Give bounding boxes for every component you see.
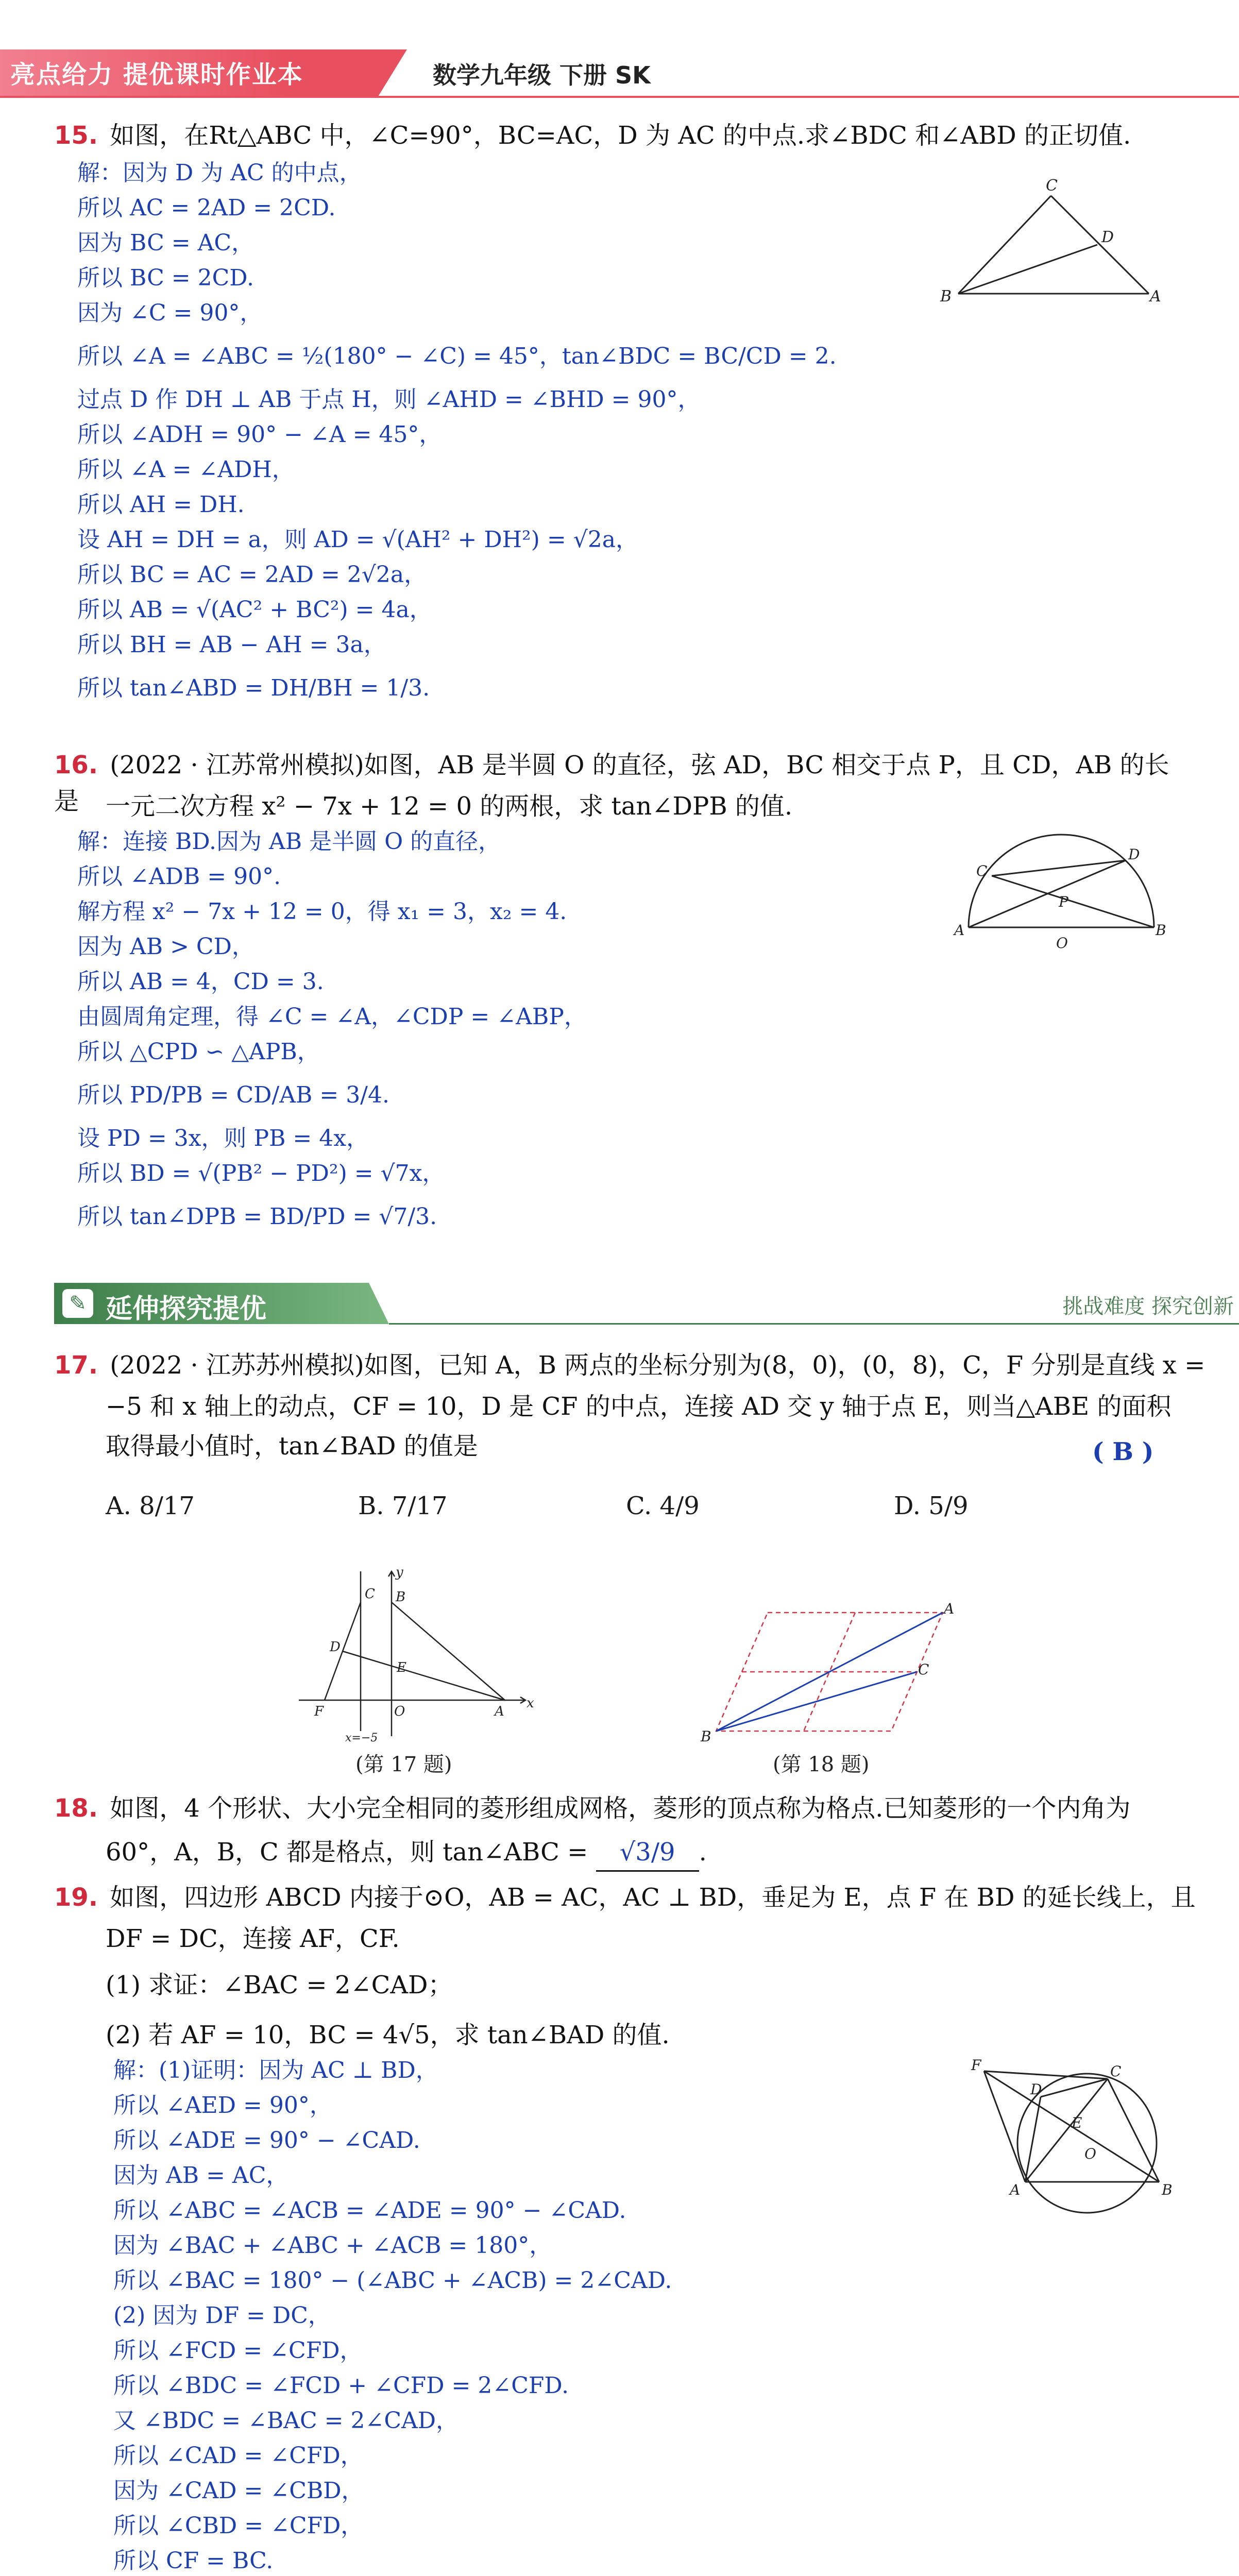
solution-line: 所以 tan∠DPB = BD/PD = √7/3. xyxy=(77,1204,437,1230)
solution-line: 因为 AB = AC， xyxy=(113,2162,289,2189)
section-title: 延伸探究提优 xyxy=(106,1294,267,1325)
solution-line: 所以 ∠FCD = ∠CFD， xyxy=(113,2337,363,2364)
solution-line: 所以 AB = 4，CD = 3. xyxy=(77,969,324,995)
figure-caption: (第 17 题) xyxy=(355,1753,452,1776)
problem-17-cont xyxy=(106,1388,1213,1425)
problem-statement: (2022 · 江苏常州模拟)如图，AB 是半圆 O 的直径，弦 AD，BC 相交于点 P，且 CD，AB 的长是 xyxy=(54,751,1169,816)
solution-line: 因为 AB > CD， xyxy=(77,934,254,960)
problem-statement: DF = DC，连接 AF，CF. xyxy=(106,1924,400,1953)
fig-label-B: B xyxy=(1156,922,1166,939)
problem-15 xyxy=(54,117,1187,154)
fig-label-B: B xyxy=(940,287,952,306)
fig-label-A: A xyxy=(954,922,965,939)
solution-16 xyxy=(77,824,587,1243)
section-divider xyxy=(389,1323,1239,1325)
problem-statement: 取得最小值时，tan∠BAD 的值是 xyxy=(106,1432,478,1461)
problem-number: 17. xyxy=(54,1351,98,1380)
problem-statement: 一元二次方程 x² − 7x + 12 = 0 的两根，求 tan∠DPB 的值. xyxy=(106,792,793,821)
choice-d: D. 5/9 xyxy=(894,1492,969,1520)
fig-label-O: O xyxy=(1056,935,1068,952)
fig-label-C: C xyxy=(976,862,988,879)
solution-19 xyxy=(113,2053,797,2576)
problem-17-cont xyxy=(106,1428,1213,1464)
fig-label-C: C xyxy=(918,1661,929,1678)
fig-label-C: C xyxy=(1110,2063,1122,2080)
solution-line: 所以 ∠ADE = 90° − ∠CAD. xyxy=(113,2127,420,2154)
problem-statement: 如图，4 个形状、大小完全相同的菱形组成网格，菱形的顶点称为格点.已知菱形的一个内角为 xyxy=(110,1794,1131,1823)
solution-line: 所以 ∠BDC = ∠FCD + ∠CFD = 2∠CFD. xyxy=(113,2372,569,2399)
solution-line: 所以 AB = √(AC² + BC²) = 4a， xyxy=(77,597,432,623)
problem-number: 15. xyxy=(54,121,98,150)
solution-line: 因为 ∠BAC + ∠ABC + ∠ACB = 180°， xyxy=(113,2232,552,2259)
fig-label-A: A xyxy=(944,1602,955,1617)
figure-17-coordinate xyxy=(288,1561,536,1747)
problem-18-cont: 60°，A，B，C 都是格点，则 tan∠ABC = √3/9 . xyxy=(106,1834,1213,1872)
problem-19-q1 xyxy=(106,1967,1213,2003)
fig-label-D: D xyxy=(1030,2081,1042,2098)
solution-line: 解：连接 BD.因为 AB 是半圆 O 的直径， xyxy=(77,828,501,855)
fig-label-D: D xyxy=(330,1639,341,1655)
solution-line: 因为 ∠CAD = ∠CBD， xyxy=(113,2478,364,2504)
fig-label-line-x: x=−5 xyxy=(345,1732,378,1744)
problem-17 xyxy=(54,1347,1213,1383)
solution-line: 所以 △CPD ∽ △APB， xyxy=(77,1039,320,1065)
section-header xyxy=(54,1279,1239,1328)
fig-label-B: B xyxy=(1162,2181,1173,2198)
choice-b: B. 7/17 xyxy=(358,1492,448,1520)
solution-line: 所以 ∠AED = 90°， xyxy=(113,2092,332,2119)
fig-label-F: F xyxy=(971,2057,981,2074)
fig-label-B: B xyxy=(701,1728,711,1745)
solution-line: 设 PD = 3x，则 PB = 4x， xyxy=(77,1125,369,1151)
solution-line: 所以 BD = √(PB² − PD²) = √7x， xyxy=(77,1160,445,1187)
header-divider xyxy=(0,96,1239,98)
fig-label-P: P xyxy=(1059,893,1068,910)
solution-line: 所以 ∠ADH = 90° − ∠A = 45°， xyxy=(77,421,442,448)
solution-line: 所以 ∠CBD = ∠CFD， xyxy=(113,2513,364,2539)
figure-18-rhombus-grid xyxy=(695,1602,963,1752)
solution-line: 因为 BC = AC， xyxy=(77,230,254,256)
solution-line: 所以 CF = BC. xyxy=(113,2548,274,2574)
fig-label-C: C xyxy=(1046,177,1058,195)
sub-question: (1) 求证：∠BAC = 2∠CAD； xyxy=(106,1971,453,1999)
problem-19-cont xyxy=(106,1921,1213,1957)
problem-statement: −5 和 x 轴上的动点，CF = 10，D 是 CF 的中点，连接 AD 交 y 轴于点 E，则当△ABE 的面积 xyxy=(106,1392,1172,1421)
header-brand: 亮点给力 提优课时作业本 xyxy=(10,60,303,89)
solution-line: 解：因为 D 为 AC 的中点， xyxy=(77,160,362,186)
fig-label-D: D xyxy=(1128,846,1140,863)
solution-line: 过点 D 作 DH ⊥ AB 于点 H，则 ∠AHD = ∠BHD = 90°， xyxy=(77,386,701,413)
solution-line: 所以 ∠CAD = ∠CFD， xyxy=(113,2443,363,2469)
problem-19 xyxy=(54,1879,1213,1916)
figure-caption: (第 18 题) xyxy=(773,1753,870,1776)
fig-label-F: F xyxy=(314,1704,324,1719)
solution-15 xyxy=(77,156,837,714)
solution-line: 所以 ∠ABC = ∠ACB = ∠ADE = 90° − ∠CAD. xyxy=(113,2197,626,2224)
fig-label-A: A xyxy=(1010,2181,1021,2198)
fig-label-x: x xyxy=(527,1696,534,1711)
solution-line: 因为 ∠C = 90°， xyxy=(77,300,263,326)
fig-label-O: O xyxy=(394,1704,405,1719)
solution-line: 设 AH = DH = a，则 AD = √(AH² + DH²) = √2a， xyxy=(77,527,638,553)
problem-statement: (2022 · 江苏苏州模拟)如图，已知 A，B 两点的坐标分别为(8，0)，(0，8)，C，F 分别是直线 x = xyxy=(110,1351,1206,1380)
choice-c: C. 4/9 xyxy=(626,1492,700,1520)
problem-19-q2 xyxy=(106,2017,1213,2053)
fig-label-E: E xyxy=(397,1660,406,1675)
problem-statement: 60°，A，B，C 都是格点，则 tan∠ABC = xyxy=(106,1838,588,1867)
solution-line: 所以 AH = DH. xyxy=(77,492,245,518)
page-header xyxy=(0,0,1239,101)
solution-line: 解：(1)证明：因为 AC ⊥ BD， xyxy=(113,2057,438,2083)
fig-label-B: B xyxy=(396,1589,406,1605)
figure-15-triangle xyxy=(938,175,1164,309)
problem-statement: 如图，四边形 ABCD 内接于⊙O，AB = AC，AC ⊥ BD，垂足为 E，点 F 在 BD 的延长线上，且 xyxy=(110,1883,1196,1912)
answer-blank: √3/9 xyxy=(596,1834,699,1872)
solution-line: 所以 BC = 2CD. xyxy=(77,265,254,291)
solution-line: 所以 BH = AB − AH = 3a， xyxy=(77,632,386,658)
fig-label-D: D xyxy=(1101,228,1114,246)
solution-line: 所以 PD/PB = CD/AB = 3/4. xyxy=(77,1082,389,1108)
solution-line: (2) 因为 DF = DC， xyxy=(113,2302,331,2329)
solution-line: 所以 ∠A = ∠ABC = ½(180° − ∠C) = 45°，tan∠BDC = BC/CD = 2. xyxy=(77,343,837,369)
figure-16-semicircle xyxy=(953,829,1169,953)
problem-number: 16. xyxy=(54,751,98,779)
solution-line: 由圆周角定理，得 ∠C = ∠A，∠CDP = ∠ABP， xyxy=(77,1004,587,1030)
problem-18 xyxy=(54,1790,1213,1826)
problem-number: 18. xyxy=(54,1794,98,1823)
solution-line: 所以 ∠ADB = 90°. xyxy=(77,863,281,890)
solution-line: 所以 tan∠ABD = DH/BH = 1/3. xyxy=(77,675,430,701)
choice-a: A. 8/17 xyxy=(106,1492,195,1520)
solution-line: 又 ∠BDC = ∠BAC = 2∠CAD， xyxy=(113,2408,459,2434)
solution-line: 所以 BC = AC = 2AD = 2√2a， xyxy=(77,562,427,588)
book-icon: ✎ xyxy=(62,1289,93,1318)
fig-label-E: E xyxy=(1072,2114,1082,2131)
sub-question: (2) 若 AF = 10，BC = 4√5，求 tan∠BAD 的值. xyxy=(106,2021,670,2049)
section-subtitle: 挑战难度 探究创新 xyxy=(1062,1295,1234,1318)
problem-16-cont xyxy=(106,788,1187,824)
fig-label-A: A xyxy=(495,1704,504,1719)
problem-statement: 如图，在Rt△ABC 中，∠C=90°，BC=AC，D 为 AC 的中点.求∠BDC 和∠ABD 的正切值. xyxy=(110,121,1131,150)
header-book-title: 数学九年级 下册 SK xyxy=(433,61,651,89)
figure-19-circle xyxy=(969,2056,1185,2226)
fig-label-A: A xyxy=(1150,287,1161,306)
answer-choice: ( B ) xyxy=(1092,1437,1154,1466)
fig-label-y: y xyxy=(396,1565,403,1580)
solution-line: 解方程 x² − 7x + 12 = 0，得 x₁ = 3，x₂ = 4. xyxy=(77,899,567,925)
solution-line: 所以 AC = 2AD = 2CD. xyxy=(77,195,336,221)
problem-number: 19. xyxy=(54,1883,98,1912)
solution-line: 所以 ∠BAC = 180° − (∠ABC + ∠ACB) = 2∠CAD. xyxy=(113,2267,672,2294)
fig-label-C: C xyxy=(365,1586,375,1602)
solution-line: 所以 ∠A = ∠ADH， xyxy=(77,456,295,483)
fig-label-O: O xyxy=(1084,2145,1096,2162)
